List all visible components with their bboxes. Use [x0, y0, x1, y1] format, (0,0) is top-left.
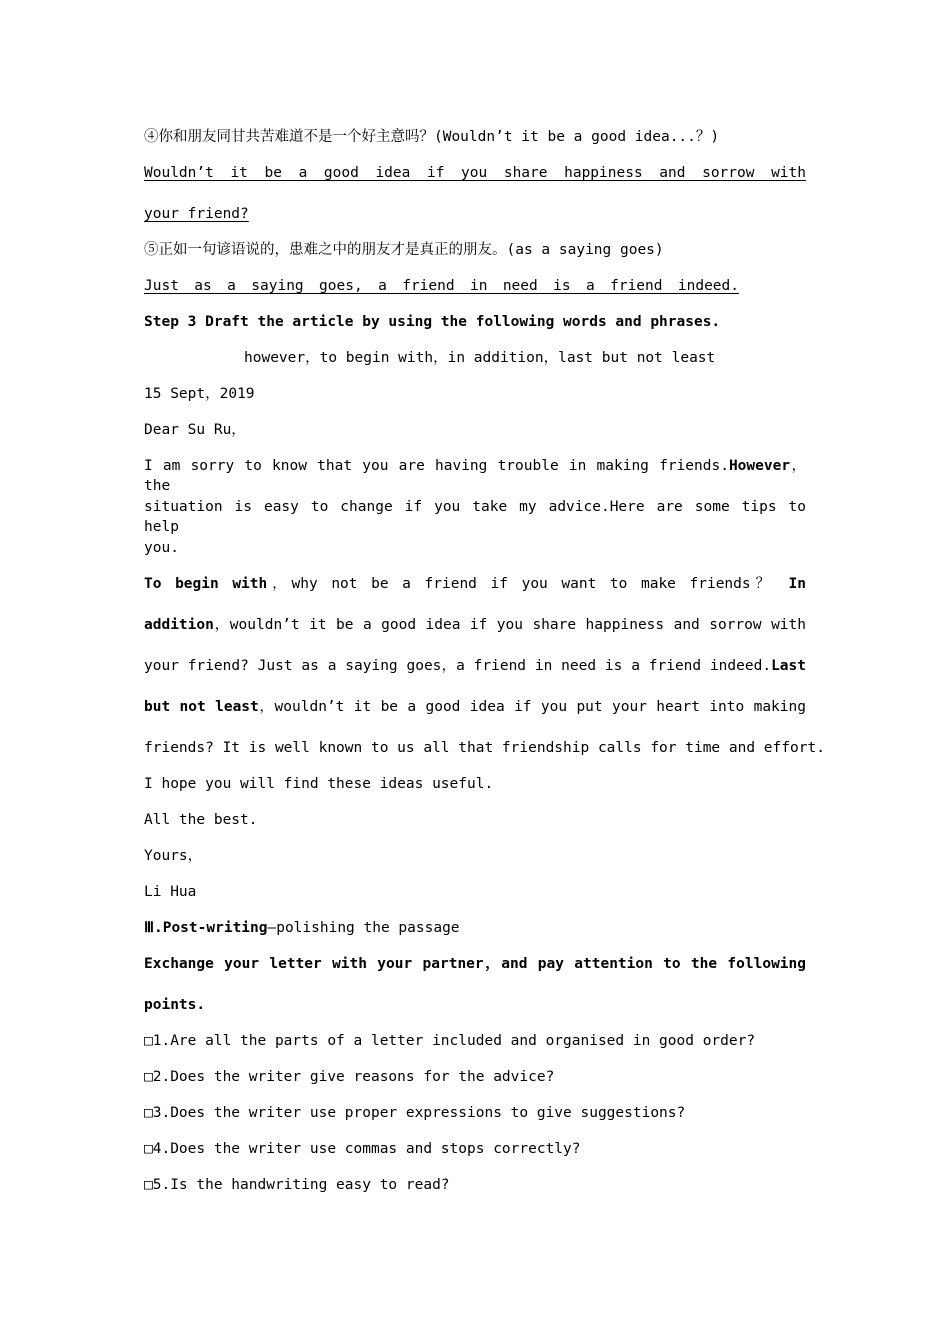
step-3-phrases: however，to begin with，in addition，last but not least [244, 350, 716, 366]
letter-paragraph-2-line-1 [144, 574, 806, 594]
post-writing-heading [144, 918, 806, 938]
p1-text: I am sorry to know that you are having trouble in making friends. [144, 458, 729, 474]
exercise-4-answer-line-2: your friend? [144, 206, 249, 222]
checklist-item: □3.Does the writer use proper expressions to give suggestions? [144, 1105, 686, 1121]
letter-greeting: Dear Su Ru， [144, 422, 246, 438]
transition-addition: addition [144, 617, 214, 633]
letter-paragraph-1-line-3: you. [144, 540, 179, 556]
checklist-item: □1.Are all the parts of a letter included and organised in good order? [144, 1033, 756, 1049]
letter-paragraph-2-line-2 [144, 615, 806, 635]
letter-paragraph-1-line-1 [144, 456, 806, 496]
letter-closing-1: I hope you will find these ideas useful. [144, 776, 494, 792]
transition-last: Last [771, 658, 806, 674]
transition-but-not-least: but not least [144, 699, 259, 715]
letter-closing-2: All the best. [144, 812, 258, 828]
checklist-item: □4.Does the writer use commas and stops correctly? [144, 1141, 581, 1157]
letter-signature: Li Hua [144, 884, 197, 900]
p2-text: ，why not be a friend if you want to make friends？ [267, 576, 775, 592]
transition-in: In [788, 576, 806, 592]
post-writing-title: Ⅲ.Post-writing [144, 920, 268, 936]
p1-text-end: ，the [144, 458, 807, 494]
transition-to-begin-with: To begin with [144, 576, 268, 592]
letter-paragraph-2-line-5: friends? It is well known to us all that friendship calls for time and effort. [144, 740, 825, 756]
transition-however: However [728, 458, 791, 474]
exercise-4-prompt: ④你和朋友同甘共苦难道不是一个好主意吗？(Wouldn’t it be a good idea...？) [144, 129, 720, 145]
letter-signoff: Yours， [144, 848, 203, 864]
p2-text: your friend? Just as a saying goes，a friend in need is a friend indeed. [144, 658, 772, 674]
step-3-heading: Step 3 Draft the article by using the following words and phrases. [144, 314, 721, 330]
post-writing-instruction-line-2: points. [144, 997, 206, 1013]
post-writing-instruction-line-1: Exchange your letter with your partner，and pay attention to the following [144, 956, 806, 972]
checklist-item: □5.Is the handwriting easy to read? [144, 1177, 450, 1193]
exercise-5-prompt: ⑤正如一句谚语说的，患难之中的朋友才是真正的朋友。(as a saying goes) [144, 242, 664, 258]
p2-text: ，wouldn’t it be a good idea if you share happiness and sorrow with [213, 617, 806, 633]
post-writing-subtitle: —polishing the passage [267, 920, 460, 936]
letter-paragraph-1-line-2: situation is easy to change if you take my advice.Here are some tips to help [144, 499, 806, 535]
letter-paragraph-2-line-3 [144, 656, 806, 676]
exercise-4-answer-line-1: Wouldn’t it be a good idea if you share happiness and sorrow with [144, 165, 806, 181]
p2-text: ，wouldn’t it be a good idea if you put your heart into making [258, 699, 806, 715]
letter-date: 15 Sept，2019 [144, 386, 255, 402]
letter-paragraph-2-line-4 [144, 697, 806, 717]
exercise-5-answer: Just as a saying goes, a friend in need is a friend indeed. [144, 278, 739, 294]
checklist-item: □2.Does the writer give reasons for the advice? [144, 1069, 555, 1085]
